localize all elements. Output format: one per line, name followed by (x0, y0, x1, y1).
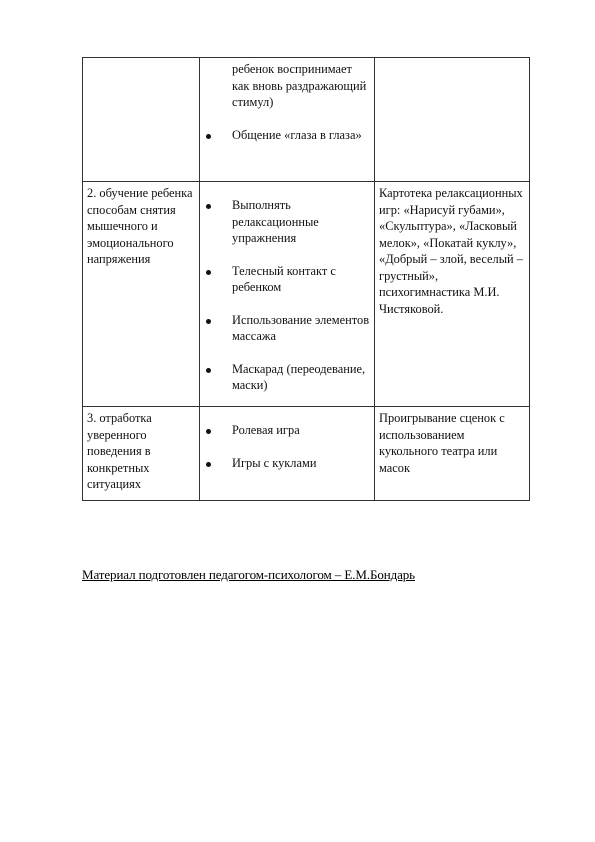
table-row (83, 407, 530, 501)
author-note: Материал подготовлен педагогом-психологом – Е.М.Бондарь (82, 567, 415, 582)
methods-cell (200, 58, 375, 182)
bullet-icon (206, 368, 211, 373)
goal-cell (83, 182, 200, 407)
list-item (204, 263, 370, 296)
materials-cell (375, 182, 530, 407)
bullet-icon (206, 462, 211, 467)
methods-list (204, 197, 370, 394)
methods-cell (200, 182, 375, 407)
list-item-text: Выполнять релаксационные упражнения (232, 198, 319, 245)
goal-cell (83, 58, 200, 182)
materials-text: Проигрывание сценок с использованием кукольного театра или масок (379, 411, 505, 475)
methods-list (204, 422, 370, 471)
bullet-icon (206, 319, 211, 324)
list-item (204, 455, 370, 472)
list-item (204, 361, 370, 394)
list-item (204, 127, 370, 144)
methods-list (204, 127, 370, 144)
list-item (204, 312, 370, 345)
materials-cell (375, 58, 530, 182)
bullet-icon (206, 429, 211, 434)
list-item-text: Использование элементов массажа (232, 312, 370, 343)
bullet-icon (206, 270, 211, 275)
list-item-text: Игры с куклами (232, 455, 317, 470)
methods-continued-text: ребенок воспринимает как вновь раздражающий стимул) (232, 62, 367, 109)
bullet-icon (206, 134, 211, 139)
list-item-text: Общение «глаза в глаза» (232, 127, 362, 142)
table-row (83, 58, 530, 182)
list-item-text: Телесный контакт с ребенком (232, 263, 336, 294)
goal-text: 3. отработка уверенного поведения в конкретных ситуациях (87, 411, 152, 491)
list-item (204, 197, 370, 247)
list-item-text: Ролевая игра (232, 423, 300, 437)
materials-text: Картотека релаксационных игр: «Нарисуй губами», «Скульптура», «Ласковый мелок», «Покатай куклу», «Добрый – злой, веселый – грустный», психогимнастика М.И. Чистяковой. (379, 186, 523, 316)
list-item-text: Маскарад (переодевание, маски) (232, 361, 366, 392)
goal-cell (83, 407, 200, 501)
list-item (204, 422, 370, 439)
bullet-icon (206, 204, 211, 209)
materials-cell (375, 407, 530, 501)
goal-text: 2. обучение ребенка способам снятия мышечного и эмоционального напряжения (87, 186, 193, 266)
methods-table (82, 57, 530, 501)
methods-cell (200, 407, 375, 501)
table-row (83, 182, 530, 407)
